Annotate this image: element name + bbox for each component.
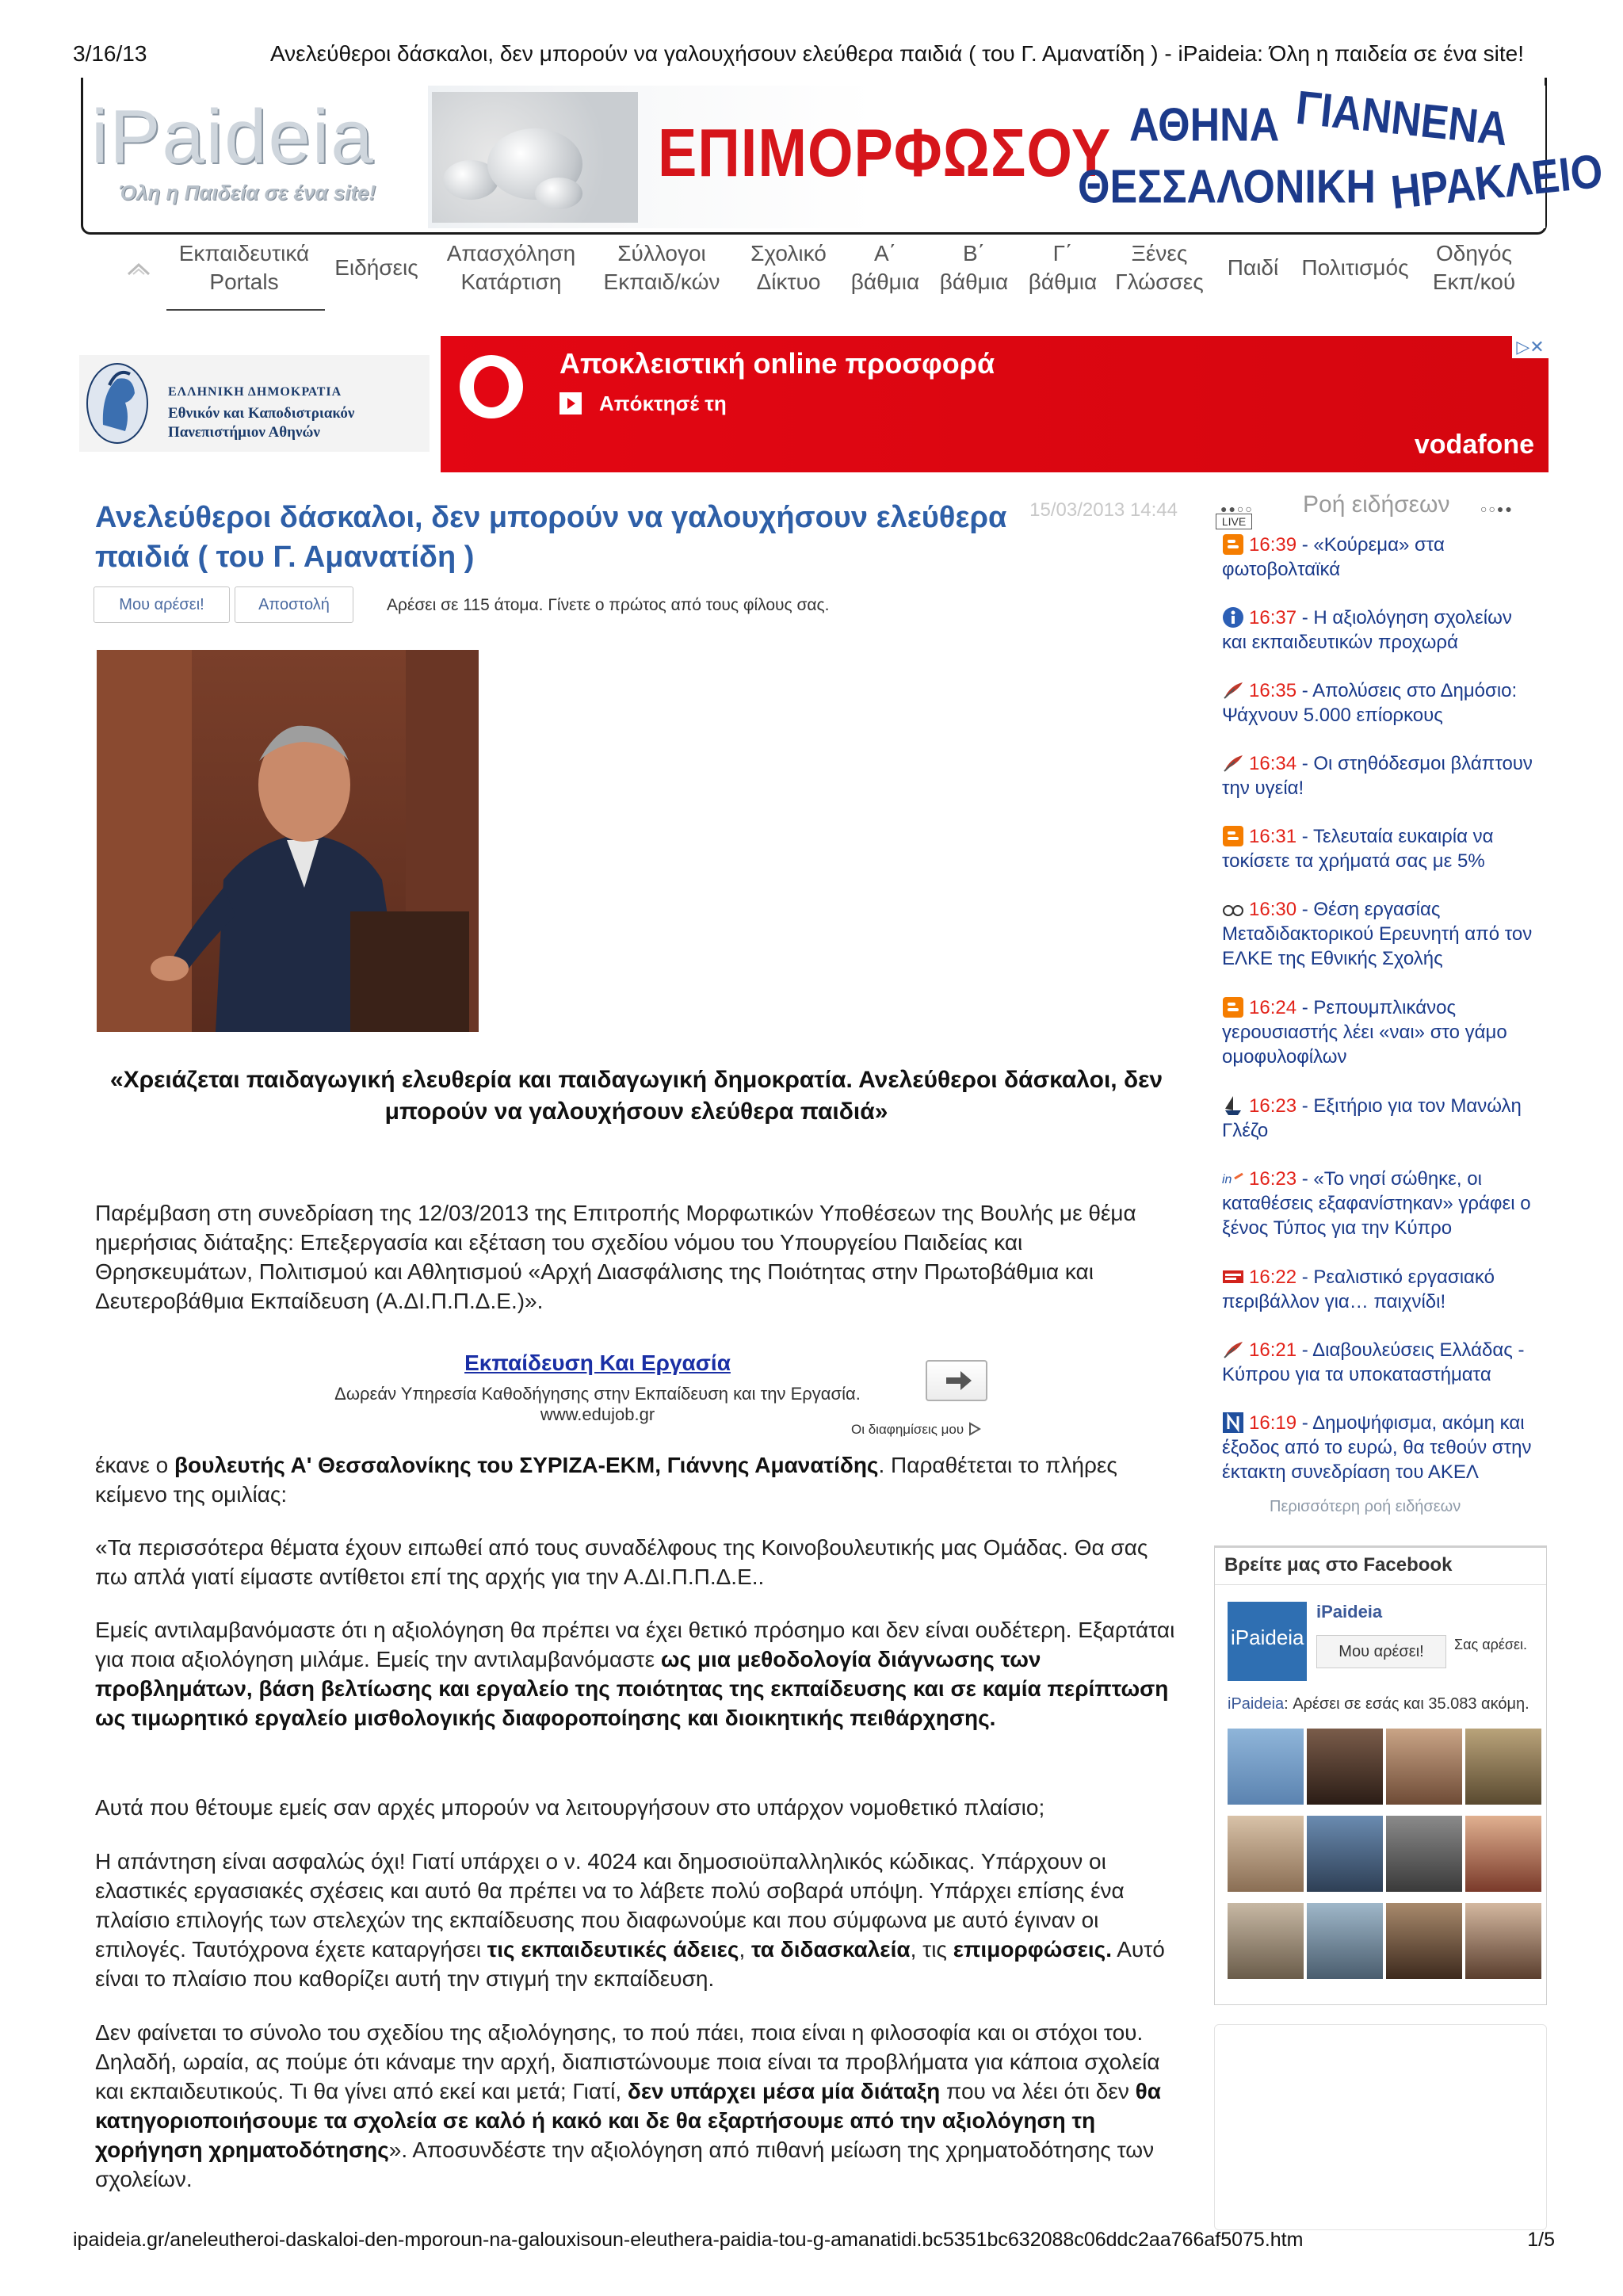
news-item[interactable]: 16:30 - Θέση εργασίας Μεταδιδακτορικού Ερευνητή από τον ΕΛΚΕ της Εθνικής Σχολής <box>1222 899 1533 969</box>
university-banner[interactable] <box>79 355 430 452</box>
news-time: 16:35 <box>1249 680 1297 701</box>
fan-avatar[interactable] <box>1386 1729 1462 1805</box>
fb-page-name[interactable]: iPaideia <box>1316 1602 1383 1622</box>
site-tagline: Όλη η Παιδεία σε ένα site! <box>119 181 376 204</box>
more-news-link[interactable]: Περισσότερη ροή ειδήσεων <box>1270 1498 1461 1515</box>
article-date: 15/03/2013 14:44 <box>1029 499 1178 521</box>
promo-city-3: ΘΕΣΣΑΛΟΝΙΚΗ <box>1078 160 1376 214</box>
nav-item-school-network[interactable]: Σχολικό Δίκτυο <box>750 241 827 294</box>
nav-item-teacher-guide[interactable]: Οδηγός Εκπ/κού <box>1432 241 1516 294</box>
fb-like-count: iPaideia: Αρέσει σε εσάς και 35.083 ακόμη. <box>1228 1695 1529 1713</box>
fb-liked-text: Σας αρέσει. <box>1454 1637 1528 1652</box>
inline-ad-url[interactable]: www.edujob.gr <box>540 1404 655 1424</box>
article-speaker: έκανε ο βουλευτής Α' Θεσσαλονίκης του ΣΥΡΙΖΑ-ΕΚΜ, Γιάννης Αμανατίδης. Παραθέτεται το πλήρες κείμενο της ομιλίας: <box>95 1453 1117 1507</box>
feather-icon <box>1222 752 1246 774</box>
news-item[interactable]: in 16:23 - «Το νησί σώθηκε, οι καταθέσεις εξαφανίστηκαν» γράφει ο ξένος Τύπος για την Κύπρο <box>1222 1168 1531 1239</box>
article-title: Ανελεύθεροι δάσκαλοι, δεν μπορούν να γαλουχήσουν ελεύθερα παιδιά ( του Γ. Αμανατίδη ) <box>95 501 1007 574</box>
fan-avatar[interactable] <box>1465 1903 1541 1979</box>
news-item[interactable]: 16:39 - «Κούρεμα» στα φωτοβολταϊκά <box>1222 534 1445 580</box>
fb-send-button[interactable]: Αποστολή <box>235 586 353 623</box>
play-icon <box>559 392 582 415</box>
print-date: 3/16/13 <box>73 41 147 66</box>
nav-item-culture[interactable]: Πολιτισμός <box>1301 255 1409 280</box>
news-title[interactable]: «Κούρεμα» στα φωτοβολταϊκά <box>1222 534 1445 580</box>
feather-icon <box>1222 679 1246 701</box>
nav-item-languages[interactable]: Ξένες Γλώσσες <box>1115 241 1204 294</box>
promo-city-2: ΓΙΑΝΝΕΝΑ <box>1293 81 1510 157</box>
news-time: 16:23 <box>1249 1168 1297 1190</box>
nav-item-unions[interactable]: Σύλλογοι Εκπαιδ/κών <box>603 241 720 294</box>
masthead <box>81 78 1606 235</box>
promo-city-4: ΗΡΑΚΛΕΙΟ <box>1388 144 1606 220</box>
glasses-icon <box>1222 898 1246 920</box>
facebook-box <box>1214 1545 1547 2005</box>
news-title[interactable]: Θέση εργασίας Μεταδιδακτορικού Ερευνητή από τον ΕΛΚΕ της Εθνικής Σχολής <box>1222 899 1533 969</box>
in-logo-icon <box>1222 1167 1246 1190</box>
news-time: 16:39 <box>1249 534 1297 556</box>
article <box>82 482 1193 2225</box>
uoa-line-1: ΕΛΛΗΝΙΚΗ ΔΗΜΟΚΡΑΤΙΑ <box>168 385 342 399</box>
ad-headline: Αποκλειστική online προσφορά <box>559 347 995 380</box>
vodafone-logo-icon <box>460 355 523 418</box>
sidebar-widget-placeholder <box>1214 2024 1547 2230</box>
dots-left-icon: ●●○○ <box>1220 502 1254 515</box>
dots-right-icon: ○○●● <box>1480 502 1514 515</box>
fb-page-like-button[interactable]: Μου αρέσει! <box>1316 1635 1446 1668</box>
article-paragraph-5: Δεν φαίνεται το σύνολο του σχεδίου της αξιολόγησης, το πού πάει, ποια είναι η φιλοσοφία και οι στόχοι του. Δηλαδή, ωραία, ας πούμε ότι κάναμε την αρχή, διαπιστώνουμε ποια είναι τα προβλήματα για κάποια σχολεία και εκπαιδευτικούς. Τι θα γίνει από εκεί και μετά; Γιατί, δεν υπάρχει μέσα μία διάταξη που να λέει ότι δεν θα κατηγοριοποιήσουμε τα σχολεία σε καλό ή κακό και δε θα εξαρτήσουμε από την αξιολόγηση τη χορήγηση χρηματοδότησης». Αποσυνδέστε την αξιολόγηση από πιθανή μείωση της χρηματοδότησης των σχολείων. <box>95 2020 1162 2191</box>
news-item[interactable]: 16:19 - Δημοψήφισμα, ακόμη και έξοδος από το ευρώ, θα τεθούν στην έκτακτη συνεδρίαση του ΑΚΕΛ <box>1222 1412 1532 1483</box>
n-logo-icon <box>1222 1412 1246 1434</box>
article-paragraph-2: Εμείς αντιλαμβανόμαστε ότι η αξιολόγηση θα πρέπει να έχει θετικό πρόσημο και δεν είναι ουδέτερη. Εξαρτάται για ποια αξιολόγηση μιλάμε. Εμείς την αντιλαμβανόμαστε ως μια μεθοδολογία διάγνωσης των προβλημάτων, βάση βελτίωσης και εργαλείο της ποιότητας της εκπαίδευσης και σε καμία περίπτωση ως τιμωρητικό εργαλείο μισθολογικής διαφοροποίησης και διοικητικής πειθάρχησης. <box>95 1618 1175 1730</box>
nav-item-tertiary[interactable]: Γ΄ βάθμια <box>1028 241 1098 294</box>
news-title[interactable]: Τελευταία ευκαιρία να τοκίσετε τα χρήματά σας με 5% <box>1222 826 1494 872</box>
ad-cta[interactable]: Απόκτησέ τη <box>559 392 727 416</box>
vodafone-ad[interactable] <box>441 336 1549 472</box>
article-photo <box>97 650 479 1032</box>
inline-ad-desc: Δωρεάν Υπηρεσία Καθοδήγησης στην Εκπαίδευση και την Εργασία. <box>334 1384 861 1404</box>
news-time: 16:34 <box>1249 753 1297 774</box>
blogger-icon <box>1222 825 1246 847</box>
news-title[interactable]: Εξιτήριο για τον Μανώλη Γλέζο <box>1222 1095 1522 1141</box>
fan-avatar[interactable] <box>1386 1816 1462 1892</box>
adchoices-play-icon <box>968 1422 982 1436</box>
fb-like-button[interactable]: Μου αρέσει! <box>94 586 230 623</box>
fan-avatar[interactable] <box>1465 1729 1541 1805</box>
fan-avatar[interactable] <box>1228 1816 1304 1892</box>
svg-text:in: in <box>1222 1173 1232 1186</box>
article-paragraph-3: Αυτά που θέτουμε εμείς σαν αρχές μπορούν να λειτουργήσουν στο υπάρχον νομοθετικό πλαίσιο; <box>95 1795 1045 1820</box>
inline-text-ad[interactable] <box>320 1350 1081 1438</box>
info-icon <box>1222 606 1246 628</box>
promo-title: ΕΠΙΜΟΡΦΩΣΟΥ <box>658 114 1112 191</box>
arrow-right-icon[interactable] <box>926 1360 987 1401</box>
facebook-box-title: Βρείτε μας στο Facebook <box>1224 1554 1453 1576</box>
news-time: 16:19 <box>1249 1412 1297 1434</box>
nav-active-indicator <box>166 309 325 311</box>
ship-icon <box>1222 1095 1246 1117</box>
uoa-line-2: Εθνικόν και Καποδιστριακόν Πανεπιστήμιον Αθηνών <box>168 405 355 441</box>
site-logo[interactable]: iPaideia Όλη η Παιδεία σε ένα site! <box>91 94 376 204</box>
article-intro: Παρέμβαση στη συνεδρίαση της 12/03/2013 της Επιτροπής Μορφωτικών Υποθέσεων της Βουλής με θέμα ημερήσιας διάταξης: Επεξεργασία και εξέταση του σχεδίου νόμου του Υπουργείου Παιδείας και Θρησκευμάτων, Πολιτισμού και Αθλητισμού «Αρχή Διασφάλισης της Ποιότητας στην Πρωτοβάθμια και Δευτεροβάθμια Εκπαίδευση (Α.ΔΙ.Π.Π.Δ.Ε.)». <box>95 1201 1136 1313</box>
news-time: 16:22 <box>1249 1266 1297 1288</box>
news-feed-header <box>1217 491 1547 523</box>
article-pull-quote: «Χρειάζεται παιδαγωγική ελευθερία και παιδαγωγική δημοκρατία. Ανελεύθεροι δάσκαλοι, δεν μπορούν να γαλουχήσουν ελεύθερα παιδιά» <box>109 1067 1163 1125</box>
print-url: ipaideia.gr/aneleutheroi-daskaloi-den-mporoun-na-galouxisoun-eleuthera-paidia-tou-g-amanatidi.bc5351bc632088c06ddc2aa766af5075.htm <box>73 2229 1304 2251</box>
nav-item-primary[interactable]: Α΄ βάθμια <box>850 241 920 294</box>
fan-avatar[interactable] <box>1386 1903 1462 1979</box>
news-time: 16:21 <box>1249 1339 1297 1361</box>
fb-page-thumbnail[interactable]: iPaideia <box>1228 1602 1307 1681</box>
main-nav <box>111 236 1537 315</box>
news-title[interactable]: Διαβουλεύσεις Ελλάδας - Κύπρου για τα υποκαταστήματα <box>1222 1339 1525 1385</box>
home-icon[interactable] <box>127 260 151 276</box>
news-time: 16:30 <box>1249 899 1297 920</box>
news-item[interactable]: 16:35 - Απολύσεις στο Δημόσιο: Ψάχνουν 5.000 επίορκους <box>1222 680 1518 726</box>
print-page-title: Ανελεύθεροι δάσκαλοι, δεν μπορούν να γαλουχήσουν ελεύθερα παιδιά ( του Γ. Αμανατίδη ) - iPaideia: Όλη η παιδεία σε ένα site! <box>270 41 1524 66</box>
nav-item-child[interactable]: Παιδί <box>1227 255 1279 280</box>
news-time: 16:23 <box>1249 1095 1297 1117</box>
article-paragraph-4: Η απάντηση είναι ασφαλώς όχι! Γιατί υπάρχει ο ν. 4024 και δημοσιοϋπαλληλικός κώδικας. Υπάρχουν οι ελαστικές εργασιακές σχέσεις και αυτό θα πρέπει να το λάβετε πολύ σοβαρά υπόψη. Υπάρχει επίσης ένα πλαίσιο επιλογής των στελεχών της εκπαίδευσης που διαφωνούμε και που σύμφωνα με αυτό έγιναν οι επιλογές. Ταυτόχρονα έχετε καταργήσει τις εκπαιδευτικές άδειες, τα διδασκαλεία, τις επιμορφώσεις. Αυτό είναι το πλαίσιο που καθορίζει αυτή την στιγμή την εκπαίδευση. <box>95 1849 1165 1991</box>
news-item[interactable]: 16:37 - Η αξιολόγηση σχολείων και εκπαιδευτικών προχωρά <box>1222 607 1512 653</box>
adchoices-icon[interactable]: ▷✕ <box>1512 336 1549 358</box>
promo-city-1: ΑΘΗΝΑ <box>1129 98 1280 152</box>
news-logo-icon <box>1222 1266 1246 1288</box>
news-title[interactable]: Δημοψήφισμα, ακόμη και έξοδος από το ευρώ, θα τεθούν στην έκτακτη συνεδρίαση του ΑΚΕΛ <box>1222 1412 1532 1483</box>
news-title[interactable]: Η αξιολόγηση σχολείων και εκπαιδευτικών προχωρά <box>1222 607 1512 653</box>
inline-ad-title[interactable]: Εκπαίδευση Και Εργασία <box>464 1350 731 1375</box>
article-paragraph-1: «Τα περισσότερα θέματα έχουν ειπωθεί από τους συναδέλφους της Κοινοβουλευτικής μας Ομάδας. Θα σας πω απλά γιατί είμαστε αντίθετοι επί της αρχής για την Α.ΔΙ.Π.Π.Δ.Ε.. <box>95 1535 1148 1589</box>
fan-avatar[interactable] <box>1307 1729 1383 1805</box>
print-page-number: 1/5 <box>1527 2229 1555 2251</box>
blogger-icon <box>1222 996 1246 1018</box>
news-feed-title: Ροή ειδήσεων <box>1303 491 1450 518</box>
blogger-icon <box>1222 533 1246 556</box>
news-item[interactable]: 16:23 - Εξιτήριο για τον Μανώλη Γλέζο <box>1222 1095 1522 1141</box>
nav-item-employment[interactable]: Απασχόληση Κατάρτιση <box>446 241 576 294</box>
fb-fans-grid <box>1228 1729 1537 1998</box>
fan-avatar[interactable] <box>1465 1816 1541 1892</box>
ad-brand: vodafone <box>1414 430 1534 460</box>
live-badge: LIVE <box>1216 514 1252 529</box>
athena-seal-icon <box>86 361 149 445</box>
pills-image <box>432 92 638 223</box>
news-title[interactable]: «Το νησί σώθηκε, οι καταθέσεις εξαφανίστηκαν» γράφει ο ξένος Τύπος για την Κύπρο <box>1222 1168 1531 1239</box>
nav-item-secondary[interactable]: Β΄ βάθμια <box>939 241 1009 294</box>
feather-icon <box>1222 1339 1246 1361</box>
likes-count-text: Αρέσει σε 115 άτομα. Γίνετε ο πρώτος από τους φίλους σας. <box>387 596 830 614</box>
inline-adchoices[interactable]: Οι διαφημίσεις μου <box>851 1422 982 1438</box>
news-time: 16:37 <box>1249 607 1297 628</box>
news-time: 16:31 <box>1249 826 1297 847</box>
fan-avatar[interactable] <box>1228 1903 1304 1979</box>
news-item[interactable]: 16:34 - Οι στηθόδεσμοι βλάπτουν την υγεία! <box>1222 753 1533 799</box>
news-title[interactable]: Απολύσεις στο Δημόσιο: Ψάχνουν 5.000 επίορκους <box>1222 680 1518 726</box>
news-item[interactable]: 16:31 - Τελευταία ευκαιρία να τοκίσετε τα χρήματά σας με 5% <box>1222 826 1494 872</box>
news-item[interactable]: 16:21 - Διαβουλεύσεις Ελλάδας - Κύπρου για τα υποκαταστήματα <box>1222 1339 1525 1385</box>
fan-avatar[interactable] <box>1307 1903 1383 1979</box>
nav-item-portals[interactable]: Εκπαιδευτικά Portals <box>178 241 310 294</box>
news-title[interactable]: Οι στηθόδεσμοι βλάπτουν την υγεία! <box>1222 753 1533 799</box>
fan-avatar[interactable] <box>1228 1729 1304 1805</box>
divider <box>1215 1584 1546 1585</box>
news-item[interactable]: 16:22 - Ρεαλιστικό εργασιακό περιβάλλον για… παιχνίδι! <box>1222 1266 1495 1312</box>
news-title[interactable]: Ρεπουμπλικάνος γερουσιαστής λέει «ναι» στο γάμο ομοφυλοφίλων <box>1222 997 1507 1068</box>
news-item[interactable]: 16:24 - Ρεπουμπλικάνος γερουσιαστής λέει «ναι» στο γάμο ομοφυλοφίλων <box>1222 997 1507 1068</box>
nav-item-news[interactable]: Ειδήσεις <box>334 255 418 280</box>
news-title[interactable]: Ρεαλιστικό εργασιακό περιβάλλον για… παιχνίδι! <box>1222 1266 1495 1312</box>
fan-avatar[interactable] <box>1307 1816 1383 1892</box>
news-time: 16:24 <box>1249 997 1297 1018</box>
